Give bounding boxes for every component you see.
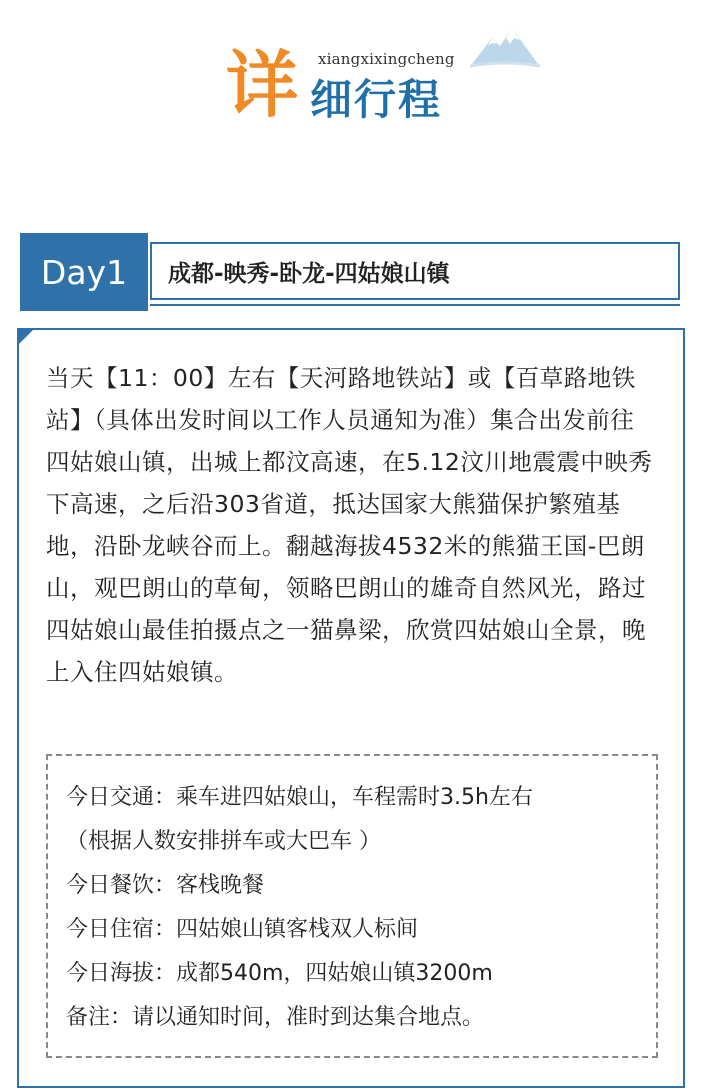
info-transport-note: （根据人数安排拼车或大巴车 ） (66, 829, 381, 854)
logo-title-first-char: 详 (226, 43, 299, 127)
day-route-box (150, 242, 680, 300)
logo-pinyin: xiangxixingcheng (318, 50, 455, 68)
day-route-title: 成都-映秀-卧龙-四姑娘山镇 (168, 260, 450, 287)
day-info-box (46, 754, 658, 1058)
page-logo (0, 0, 702, 150)
day-tab (20, 233, 148, 311)
info-remark: 备注：请以通知时间，准时到达集合地点。 (66, 1005, 485, 1030)
info-lodging: 今日住宿：四姑娘山镇客栈双人标间 (66, 917, 419, 942)
info-meals: 今日餐饮：客栈晚餐 (66, 873, 265, 898)
mountain-icon (470, 20, 540, 70)
day-description: 当天【11：00】左右【天河路地铁站】或【百草路地铁站】（具体出发时间以工作人员通知为准）集合出发前往四姑娘山镇，出城上都汶高速，在5.12汶川地震震中映秀下高速，之后沿303省道，抵达国家大熊猫保护繁殖基地，沿卧龙峡谷而上。翻越海拔4532米的熊猫王国-巴朗山，观巴朗山的草甸，领略巴朗山的雄奇自然风光，路过四姑娘山最佳拍摄点之一猫鼻梁，欣赏四姑娘山全景，晚上入住四姑娘镇。 (46, 364, 653, 686)
day-tab-label: Day1 (40, 252, 128, 292)
info-altitude: 今日海拔：成都540m，四姑娘山镇3200m (66, 961, 493, 986)
card-corner-decoration (17, 328, 37, 348)
info-transport: 今日交通：乘车进四姑娘山，车程需时3.5h左右 (66, 785, 533, 810)
logo-title-rest: 细行程 (310, 75, 443, 124)
